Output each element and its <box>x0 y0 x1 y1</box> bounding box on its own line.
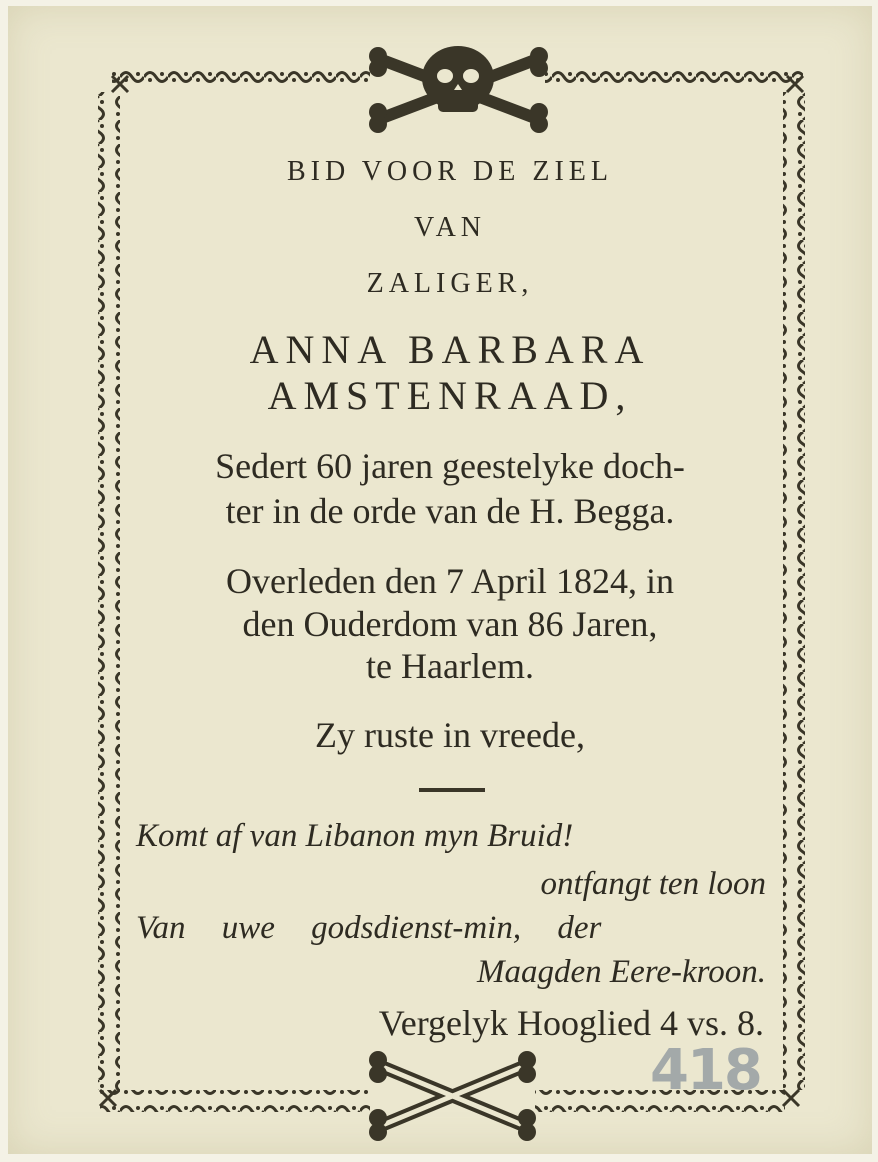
bible-reference: Vergelyk Hooglied 4 vs. 8. <box>378 1003 764 1043</box>
rest-in-peace: Zy ruste in vreede, <box>315 715 585 755</box>
verse-line-1: Komt af van Libanon myn Bruid! <box>136 818 574 854</box>
text-line-2: ter in de orde van de H. Begga. <box>225 491 675 531</box>
verse-line-2: ontfangt ten loon <box>540 866 766 902</box>
text-line-4: den Ouderdom van 86 Jaren, <box>242 604 658 644</box>
deceased-surname: AMSTENRAAD, <box>267 373 633 418</box>
heading-zaliger: ZALIGER, <box>366 268 534 299</box>
deceased-first-names: ANNA BARBARA <box>249 327 651 372</box>
crossed-bones-icon <box>369 1051 536 1141</box>
heading-van: VAN <box>413 212 487 243</box>
text-line-1: Sedert 60 jaren geestelyke doch- <box>215 446 685 486</box>
text-line-5: te Haarlem. <box>366 646 534 686</box>
verse-line-4: Maagden Eere-kroon. <box>477 954 766 990</box>
heading-pray-for-soul: BID VOOR DE ZIEL <box>286 156 613 187</box>
text-line-3: Overleden den 7 April 1824, in <box>226 561 674 601</box>
border-top-right <box>545 70 803 92</box>
border-right <box>783 92 805 1090</box>
skull-and-crossbones-icon <box>369 46 548 133</box>
divider-rule <box>419 788 485 792</box>
verse-line-3: Van uwe godsdienst-min, der <box>136 910 602 946</box>
border-bottom-left <box>100 1090 370 1112</box>
handwritten-inventory-number: 418 <box>650 1038 761 1103</box>
corner-bottom-right <box>783 1090 799 1106</box>
border-top-left <box>112 70 370 92</box>
border-left <box>98 92 120 1090</box>
